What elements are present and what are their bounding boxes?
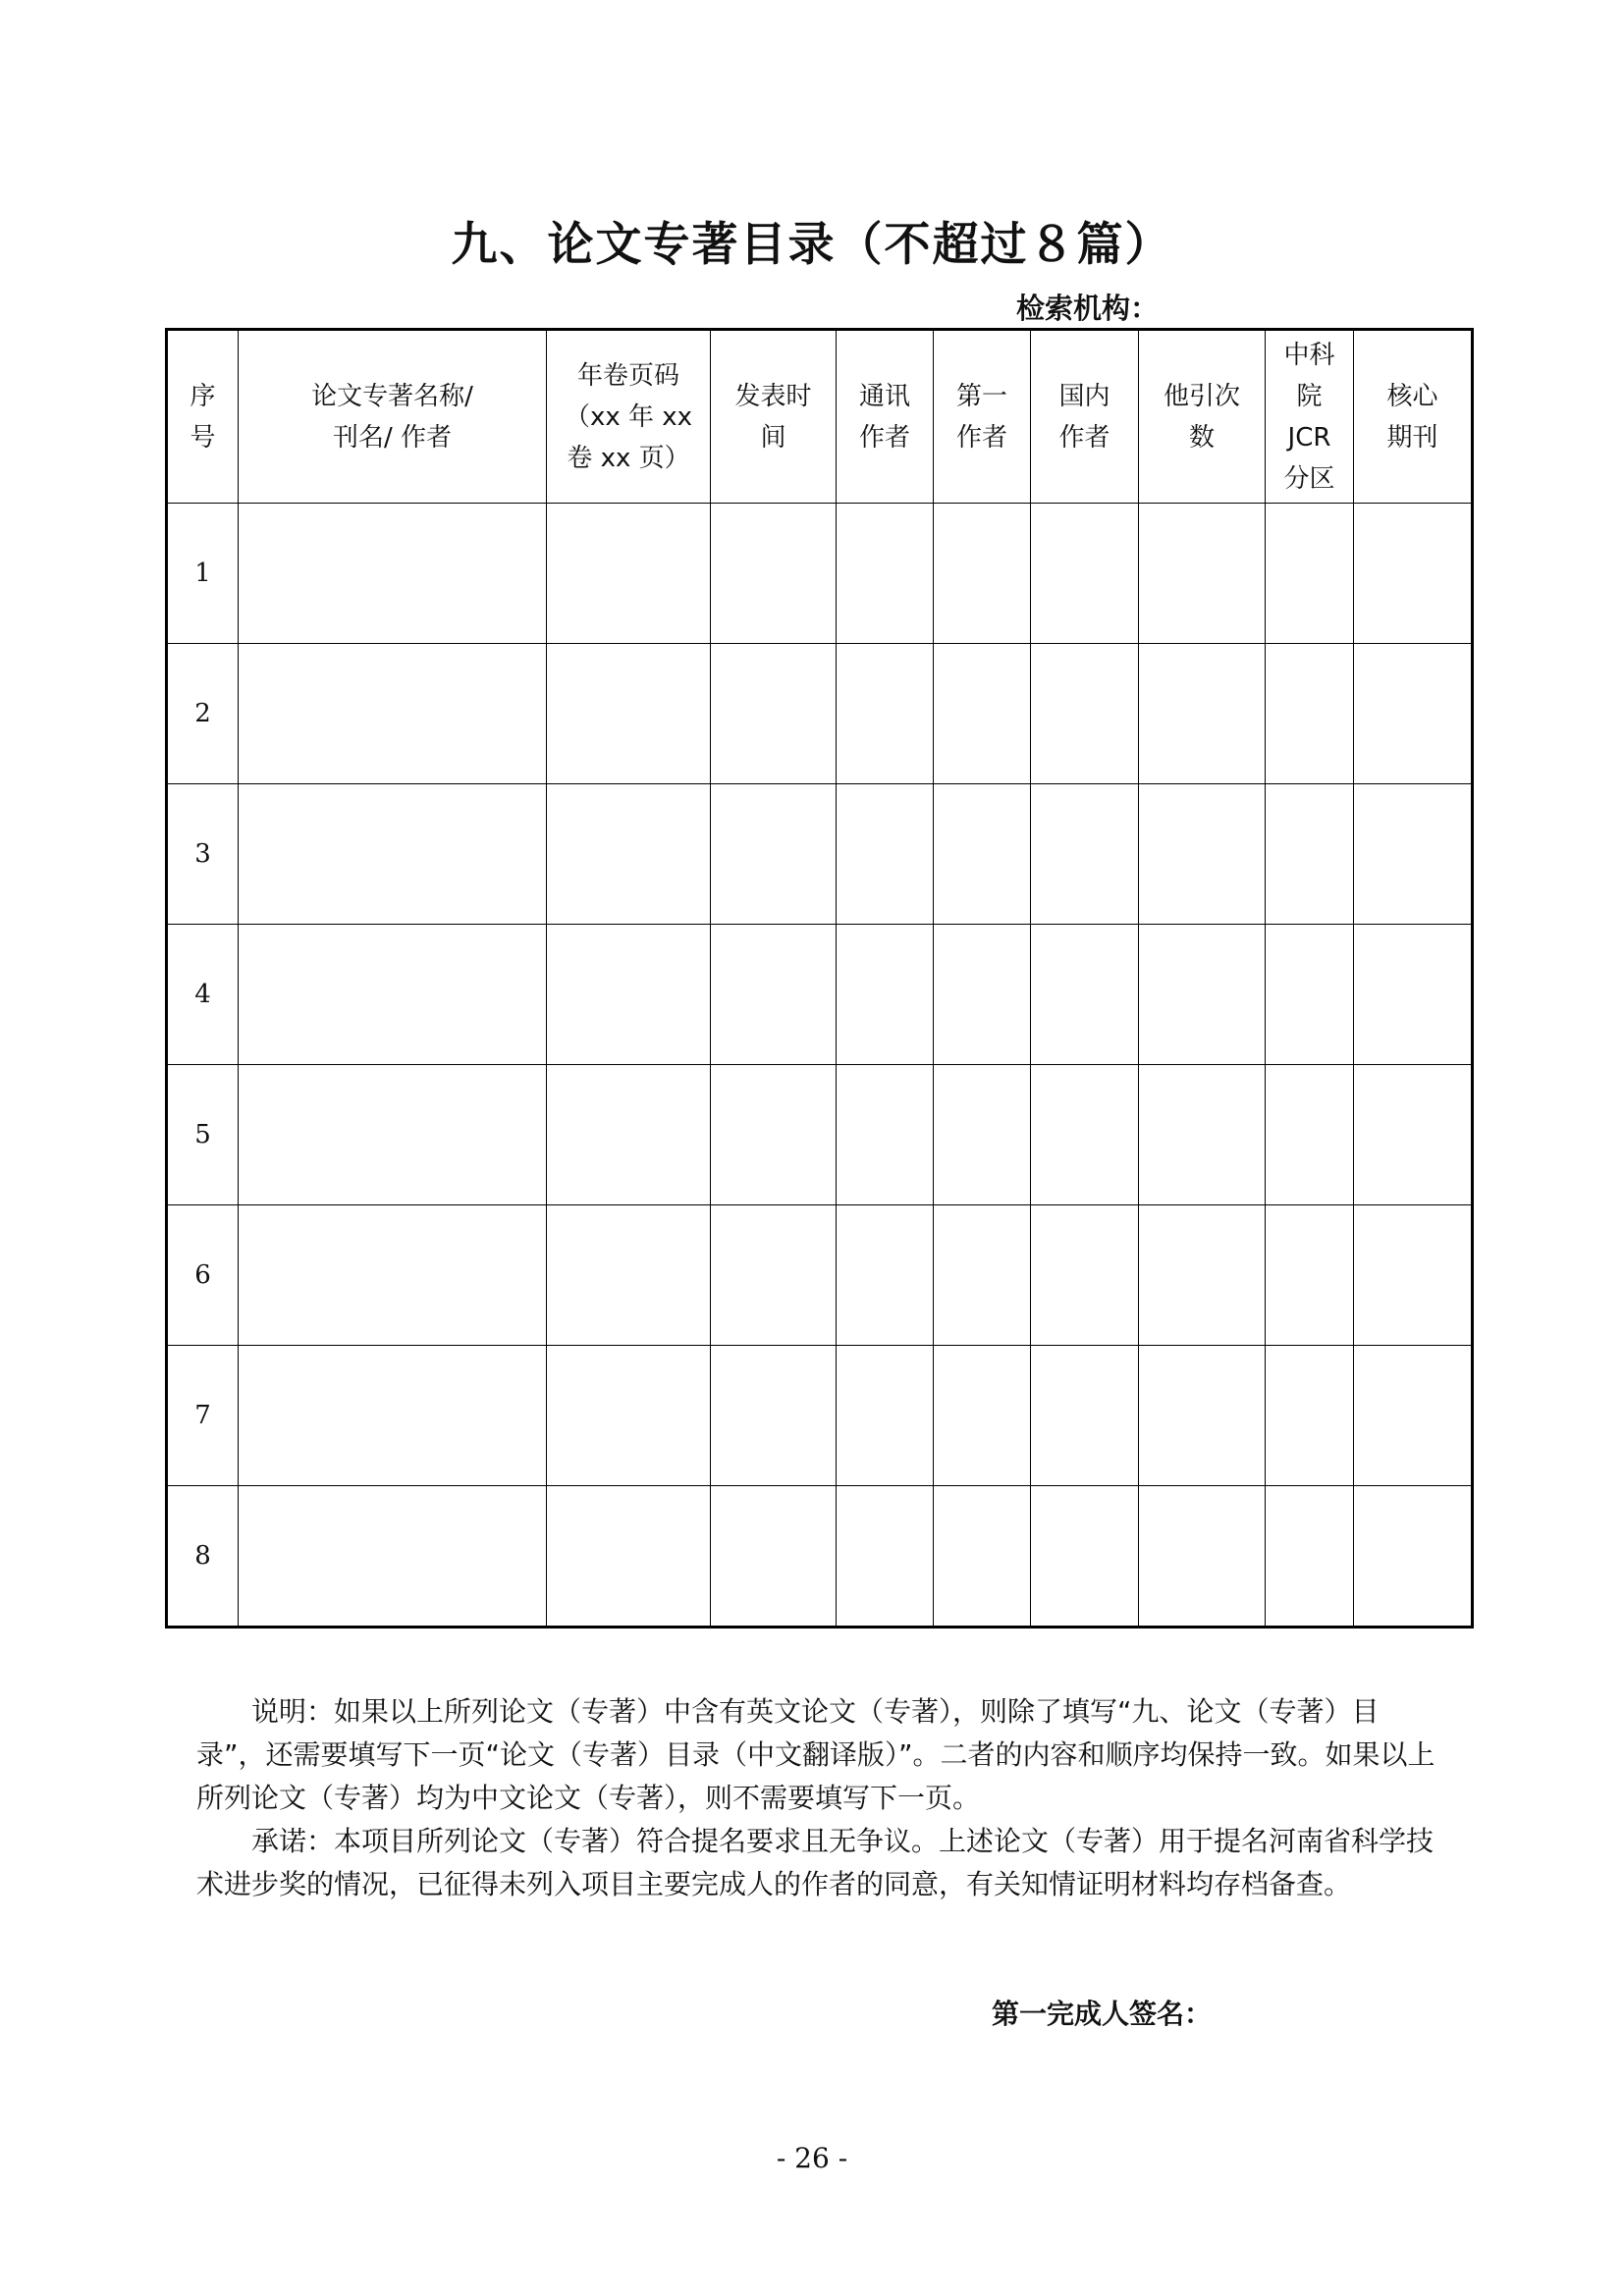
header-line: 通讯 (858, 381, 910, 411)
header-line: 作者 (955, 422, 1007, 453)
header-line: 第一 (955, 381, 1007, 411)
header-line: 期刊 (1386, 422, 1438, 453)
row-number: 5 (167, 1065, 239, 1205)
paper-title-cell[interactable] (239, 1346, 547, 1486)
domestic-author-cell[interactable] (1031, 1205, 1139, 1346)
header-line: 年卷页码 (576, 360, 679, 391)
corresponding-author-cell[interactable] (837, 1346, 934, 1486)
header-line: 作者 (1058, 422, 1110, 453)
header-publish-date (711, 330, 837, 504)
publish-date-cell[interactable] (711, 925, 837, 1065)
header-line: 刊名/ 作者 (332, 422, 453, 453)
header-line: JCR (1287, 422, 1331, 453)
cas-jcr-quartile-cell[interactable] (1266, 1486, 1354, 1628)
corresponding-author-cell[interactable] (837, 784, 934, 925)
table-row (167, 504, 1473, 644)
paper-title-cell[interactable] (239, 784, 547, 925)
paper-catalog-table (165, 328, 1474, 1629)
header-corresponding-author (837, 330, 934, 504)
retrieval-agency-label: 检索机构： (1016, 292, 1160, 325)
header-core-journal (1354, 330, 1473, 504)
first-author-cell[interactable] (934, 1065, 1031, 1205)
year-volume-pages-cell[interactable] (547, 504, 711, 644)
header-line: 数 (1188, 422, 1215, 453)
header-serial-number (167, 330, 239, 504)
citation-count-cell[interactable] (1139, 1486, 1266, 1628)
header-domestic-author (1031, 330, 1139, 504)
core-journal-cell[interactable] (1354, 644, 1473, 784)
first-author-cell[interactable] (934, 784, 1031, 925)
citation-count-cell[interactable] (1139, 504, 1266, 644)
header-line: 他引次 (1163, 381, 1240, 411)
citation-count-cell[interactable] (1139, 1065, 1266, 1205)
header-line: 作者 (858, 422, 910, 453)
domestic-author-cell[interactable] (1031, 1486, 1139, 1628)
row-number: 1 (167, 504, 239, 644)
cas-jcr-quartile-cell[interactable] (1266, 784, 1354, 925)
paper-title-cell[interactable] (239, 1486, 547, 1628)
table-row (167, 1346, 1473, 1486)
first-author-cell[interactable] (934, 644, 1031, 784)
domestic-author-cell[interactable] (1031, 925, 1139, 1065)
publish-date-cell[interactable] (711, 1346, 837, 1486)
row-number: 4 (167, 925, 239, 1065)
table-row (167, 1205, 1473, 1346)
year-volume-pages-cell[interactable] (547, 1205, 711, 1346)
header-cas-jcr-quartile (1266, 330, 1354, 504)
header-line: 分区 (1283, 463, 1335, 494)
domestic-author-cell[interactable] (1031, 784, 1139, 925)
core-journal-cell[interactable] (1354, 784, 1473, 925)
publish-date-cell[interactable] (711, 784, 837, 925)
table-row (167, 925, 1473, 1065)
year-volume-pages-cell[interactable] (547, 1065, 711, 1205)
first-author-cell[interactable] (934, 1346, 1031, 1486)
header-line: 中科 (1283, 340, 1335, 370)
catalog-body (167, 504, 1473, 1628)
cas-jcr-quartile-cell[interactable] (1266, 1346, 1354, 1486)
page-number: - 26 - (776, 2142, 848, 2174)
header-line: 卷 xx 页） (567, 443, 690, 473)
paper-title-cell[interactable] (239, 925, 547, 1065)
table-row (167, 644, 1473, 784)
publish-date-cell[interactable] (711, 1205, 837, 1346)
year-volume-pages-cell[interactable] (547, 1346, 711, 1486)
core-journal-cell[interactable] (1354, 1065, 1473, 1205)
domestic-author-cell[interactable] (1031, 644, 1139, 784)
core-journal-cell[interactable] (1354, 1205, 1473, 1346)
paper-title-cell[interactable] (239, 644, 547, 784)
paper-title-cell[interactable] (239, 1065, 547, 1205)
header-line: 核心 (1386, 381, 1438, 411)
domestic-author-cell[interactable] (1031, 1065, 1139, 1205)
table-row (167, 1065, 1473, 1205)
page-title: 九、论文专著目录（不超过８篇） (451, 218, 1173, 272)
corresponding-author-cell[interactable] (837, 1205, 934, 1346)
row-number: 3 (167, 784, 239, 925)
table-row (167, 784, 1473, 925)
header-line: 号 (189, 422, 216, 453)
corresponding-author-cell[interactable] (837, 504, 934, 644)
first-completer-signature-label: 第一完成人签名： (992, 1998, 1213, 2030)
citation-count-cell[interactable] (1139, 644, 1266, 784)
explanation-paragraph: 说明：如果以上所列论文（专著）中含有英文论文（专著），则除了填写“九、论文（专著）目录”，还需要填写下一页“论文（专著）目录（中文翻译版）”。二者的内容和顺序均保持一致。如果以上所列论文（专著）均为中文论文（专著），则不需要填写下一页。 (196, 1695, 1435, 1814)
corresponding-author-cell[interactable] (837, 1486, 934, 1628)
cas-jcr-quartile-cell[interactable] (1266, 504, 1354, 644)
corresponding-author-cell[interactable] (837, 925, 934, 1065)
year-volume-pages-cell[interactable] (547, 784, 711, 925)
publish-date-cell[interactable] (711, 644, 837, 784)
core-journal-cell[interactable] (1354, 504, 1473, 644)
year-volume-pages-cell[interactable] (547, 644, 711, 784)
header-citation-count (1139, 330, 1266, 504)
domestic-author-cell[interactable] (1031, 1346, 1139, 1486)
corresponding-author-cell[interactable] (837, 1065, 934, 1205)
core-journal-cell[interactable] (1354, 1486, 1473, 1628)
citation-count-cell[interactable] (1139, 1346, 1266, 1486)
cas-jcr-quartile-cell[interactable] (1266, 1065, 1354, 1205)
cas-jcr-quartile-cell[interactable] (1266, 644, 1354, 784)
paper-title-cell[interactable] (239, 1205, 547, 1346)
publish-date-cell[interactable] (711, 1065, 837, 1205)
cas-jcr-quartile-cell[interactable] (1266, 1205, 1354, 1346)
header-line: 序 (189, 381, 216, 411)
domestic-author-cell[interactable] (1031, 504, 1139, 644)
publish-date-cell[interactable] (711, 504, 837, 644)
header-line: 国内 (1058, 381, 1110, 411)
row-number: 2 (167, 644, 239, 784)
header-line: 发表时 (734, 381, 812, 411)
notes-section (196, 1690, 1435, 1906)
first-author-cell[interactable] (934, 1205, 1031, 1346)
cas-jcr-quartile-cell[interactable] (1266, 925, 1354, 1065)
first-author-cell[interactable] (934, 925, 1031, 1065)
paper-title-cell[interactable] (239, 504, 547, 644)
first-author-cell[interactable] (934, 1486, 1031, 1628)
table-row (167, 1486, 1473, 1628)
core-journal-cell[interactable] (1354, 925, 1473, 1065)
core-journal-cell[interactable] (1354, 1346, 1473, 1486)
header-line: （xx 年 xx (564, 401, 693, 432)
corresponding-author-cell[interactable] (837, 644, 934, 784)
header-row (167, 330, 1473, 504)
commitment-paragraph: 承诺：本项目所列论文（专著）符合提名要求且无争议。上述论文（专著）用于提名河南省科学技术进步奖的情况，已征得未列入项目主要完成人的作者的同意，有关知情证明材料均存档备查。 (196, 1825, 1435, 1900)
header-year-volume-pages (547, 330, 711, 504)
header-line: 间 (760, 422, 786, 453)
citation-count-cell[interactable] (1139, 1205, 1266, 1346)
row-number: 8 (167, 1486, 239, 1628)
citation-count-cell[interactable] (1139, 925, 1266, 1065)
first-author-cell[interactable] (934, 504, 1031, 644)
year-volume-pages-cell[interactable] (547, 925, 711, 1065)
citation-count-cell[interactable] (1139, 784, 1266, 925)
header-line: 院 (1296, 381, 1323, 411)
header-paper-title (239, 330, 547, 504)
row-number: 7 (167, 1346, 239, 1486)
header-first-author (934, 330, 1031, 504)
header-line: 论文专著名称/ (311, 381, 473, 411)
year-volume-pages-cell[interactable] (547, 1486, 711, 1628)
row-number: 6 (167, 1205, 239, 1346)
publish-date-cell[interactable] (711, 1486, 837, 1628)
